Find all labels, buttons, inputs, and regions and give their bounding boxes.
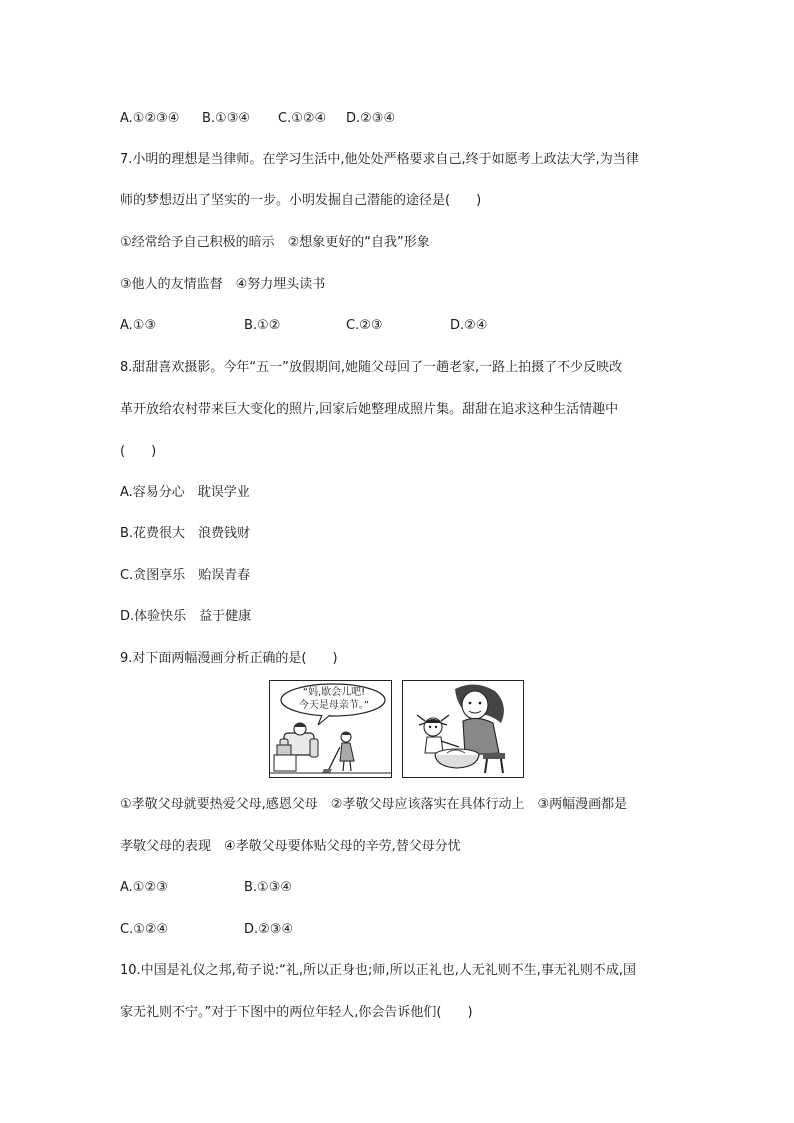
q8-stem-line-1: 8.甜甜喜欢摄影。今年“五一”放假期间,她随父母回了一趟老家,一路上拍摄了不少反映改: [120, 360, 623, 375]
q7-choice-line-1: ①经常给予自己积极的暗示 ②想象更好的“自我”形象: [120, 235, 430, 250]
q8-option-a: A.容易分心 耽误学业: [120, 485, 250, 500]
q9-choice-line-1: ①孝敬父母就要热爱父母,感恩父母 ②孝敬父母应该落实在具体行动上 ③两幅漫画都是: [120, 797, 628, 812]
q6-option-a: A.①②③④: [120, 111, 180, 126]
q9-option-a: A.①②③: [120, 880, 168, 895]
q10-stem-line-1: 10.中国是礼仪之邦,荀子说:“礼,所以正身也;师,所以正礼也,人无礼则不生,事无礼则不成,国: [120, 963, 636, 978]
q7-stem-line-1: 7.小明的理想是当律师。在学习生活中,他处处严格要求自己,终于如愿考上政法大学,为当律: [120, 152, 639, 167]
q7-stem-line-2: 师的梦想迈出了坚实的一步。小明发掘自己潜能的途径是( ): [120, 193, 482, 208]
q8-stem-line-2: 革开放给农村带来巨大变化的照片,回家后她整理成照片集。甜甜在追求这种生活情趣中: [120, 402, 619, 417]
comic-1-bubble-line-1: “妈,歇会儿吧!: [302, 687, 366, 698]
q8-option-d: D.体验快乐 益于健康: [120, 609, 252, 624]
comic-1-bubble-line-2: 今天是母亲节。”: [298, 700, 370, 711]
q9-option-b: B.①③④: [244, 880, 293, 895]
q8-option-b: B.花费很大 浪费钱财: [120, 526, 251, 541]
q9-option-d: D.②③④: [244, 922, 294, 937]
q6-option-c: C.①②④: [278, 111, 327, 126]
comic-2-drawing: [403, 681, 523, 777]
q9-choice-line-2: 孝敬父母的表现 ④孝敬父母要体贴父母的辛劳,替父母分忧: [120, 839, 461, 854]
q10-stem-line-2: 家无礼则不宁。”对于下图中的两位年轻人,你会告诉他们( ): [120, 1005, 473, 1020]
comic-1: [269, 680, 392, 778]
q8-option-c: C.贪图享乐 贻误青春: [120, 568, 251, 583]
q6-option-d: D.②③④: [346, 111, 396, 126]
q8-stem-line-3: ( ): [120, 444, 157, 459]
q9-stem: 9.对下面两幅漫画分析正确的是( ): [120, 651, 338, 666]
q7-option-d: D.②④: [450, 318, 488, 333]
q7-option-b: B.①②: [244, 318, 281, 333]
q9-option-c: C.①②④: [120, 922, 169, 937]
comic-2: [402, 680, 524, 778]
q7-choice-line-2: ③他人的友情监督 ④努力埋头读书: [120, 277, 326, 292]
q7-option-a: A.①③: [120, 318, 157, 333]
q7-option-c: C.②③: [346, 318, 383, 333]
q6-option-b: B.①③④: [202, 111, 251, 126]
